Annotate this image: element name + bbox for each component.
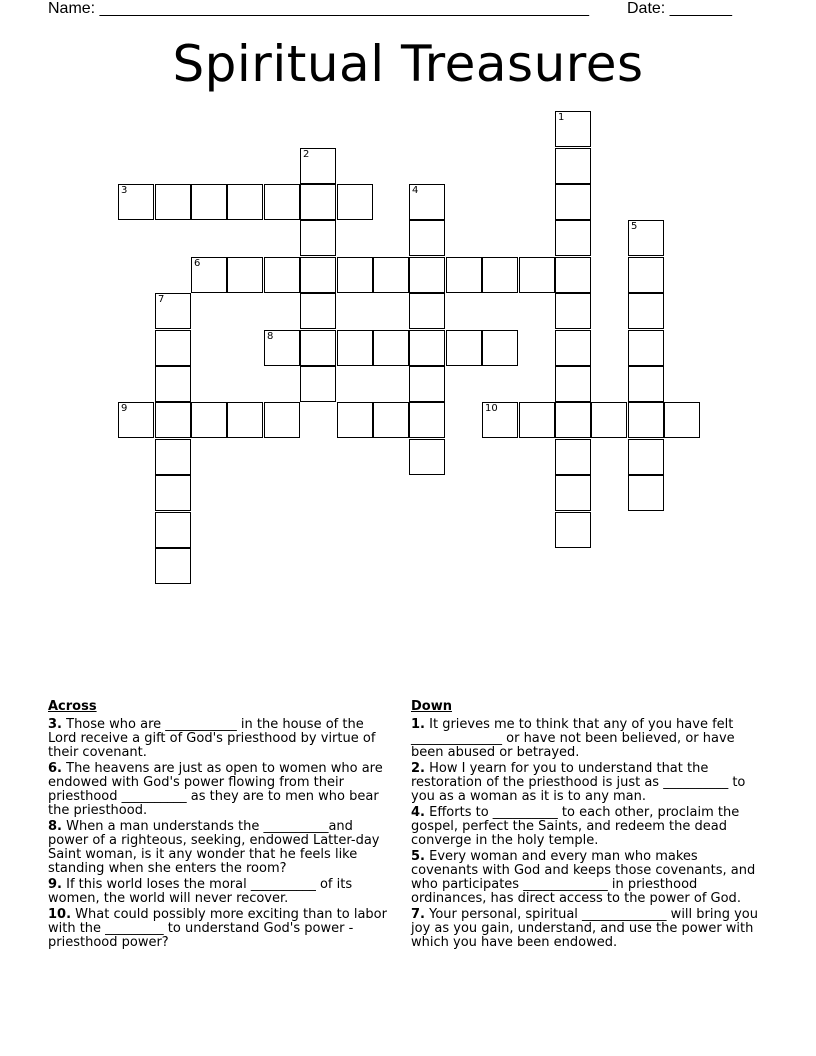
clue-text: When a man understands the __________and power of a righteous, seeking, endowed Latter-day Saint woman, is it any wonder that he feels like standing when she enters the room? [48, 819, 380, 876]
grid-cell[interactable] [409, 439, 445, 475]
clue-number-label: 1 [558, 112, 565, 123]
grid-cell[interactable] [264, 330, 300, 366]
clue-number-label: 2 [303, 149, 310, 160]
clue-number: 8. [48, 819, 62, 834]
grid-cell[interactable] [300, 366, 336, 402]
clue-number: 1. [411, 717, 425, 732]
clue-number-label: 3 [121, 185, 128, 196]
grid-cell[interactable] [264, 402, 300, 438]
clue-number-label: 4 [412, 185, 419, 196]
grid-cell[interactable] [555, 148, 591, 184]
clue-down-4 [411, 806, 763, 848]
grid-cell[interactable] [664, 402, 700, 438]
clue-number: 3. [48, 717, 62, 732]
grid-cell[interactable] [409, 257, 445, 293]
grid-cell[interactable] [300, 148, 336, 184]
grid-cell[interactable] [409, 402, 445, 438]
clue-number-label: 10 [485, 403, 498, 414]
grid-cell[interactable] [409, 184, 445, 220]
across-clues [48, 700, 393, 952]
clue-across-6 [48, 762, 393, 818]
grid-cell[interactable] [628, 257, 664, 293]
grid-cell[interactable] [155, 439, 191, 475]
grid-cell[interactable] [337, 184, 373, 220]
grid-cell[interactable] [555, 330, 591, 366]
clue-number-label: 6 [194, 258, 201, 269]
across-heading: Across [48, 699, 97, 714]
grid-cell[interactable] [264, 257, 300, 293]
grid-cell[interactable] [337, 402, 373, 438]
clue-number: 4. [411, 805, 425, 820]
grid-cell[interactable] [155, 293, 191, 329]
grid-cell[interactable] [373, 257, 409, 293]
grid-cell[interactable] [155, 402, 191, 438]
grid-cell[interactable] [519, 402, 555, 438]
grid-cell[interactable] [409, 330, 445, 366]
grid-cell[interactable] [227, 402, 263, 438]
grid-cell[interactable] [555, 512, 591, 548]
grid-cell[interactable] [482, 257, 518, 293]
grid-cell[interactable] [300, 184, 336, 220]
grid-cell[interactable] [227, 184, 263, 220]
clue-across-3 [48, 718, 393, 760]
date-field-label: Date: _______ [627, 0, 732, 17]
clue-number-label: 9 [121, 403, 128, 414]
clue-number: 9. [48, 877, 62, 892]
grid-cell[interactable] [482, 402, 518, 438]
grid-cell[interactable] [628, 293, 664, 329]
grid-cell[interactable] [555, 366, 591, 402]
grid-cell[interactable] [409, 220, 445, 256]
grid-cell[interactable] [591, 402, 627, 438]
grid-cell[interactable] [373, 402, 409, 438]
down-clues [411, 700, 763, 952]
name-field-label: Name: _______________________________________________________ [48, 0, 589, 17]
clue-down-1 [411, 718, 763, 760]
clue-text: Those who are ___________ in the house of the Lord receive a gift of God's priesthood by virtue of their covenant. [48, 717, 376, 760]
grid-cell[interactable] [628, 220, 664, 256]
grid-cell[interactable] [446, 257, 482, 293]
grid-cell[interactable] [555, 257, 591, 293]
grid-cell[interactable] [555, 475, 591, 511]
clue-down-7 [411, 908, 763, 950]
grid-cell[interactable] [555, 111, 591, 147]
grid-cell[interactable] [337, 257, 373, 293]
grid-cell[interactable] [155, 548, 191, 584]
grid-cell[interactable] [155, 475, 191, 511]
grid-cell[interactable] [227, 257, 263, 293]
down-heading: Down [411, 699, 452, 714]
puzzle-title: Spiritual Treasures [172, 35, 644, 93]
grid-cell[interactable] [300, 257, 336, 293]
grid-cell[interactable] [628, 439, 664, 475]
grid-cell[interactable] [628, 366, 664, 402]
grid-cell[interactable] [409, 366, 445, 402]
grid-cell[interactable] [555, 439, 591, 475]
clue-text: How I yearn for you to understand that the restoration of the priesthood is just as __________ to you as a woman as it is to any man. [411, 761, 746, 804]
grid-cell[interactable] [155, 366, 191, 402]
grid-cell[interactable] [409, 293, 445, 329]
grid-cell[interactable] [628, 475, 664, 511]
clue-across-8 [48, 820, 393, 876]
grid-cell[interactable] [555, 293, 591, 329]
clue-down-2 [411, 762, 763, 804]
clue-text: It grieves me to think that any of you have felt ______________ or have not been believed, or have been abused or betrayed. [411, 717, 735, 760]
grid-cell[interactable] [118, 184, 154, 220]
grid-cell[interactable] [118, 402, 154, 438]
clue-down-5 [411, 850, 763, 906]
grid-cell[interactable] [155, 330, 191, 366]
grid-cell[interactable] [555, 220, 591, 256]
grid-cell[interactable] [300, 220, 336, 256]
clue-text: Every woman and every man who makes covenants with God and keeps those covenants, and who participates _____________ in priesthood ordinances, has direct access to the power of God. [411, 849, 756, 906]
clue-number-label: 7 [158, 294, 165, 305]
grid-cell[interactable] [300, 330, 336, 366]
clue-text: Your personal, spiritual _____________ will bring you joy as you gain, understand, and use the power with which you have been endowed. [411, 907, 759, 950]
clue-number: 7. [411, 907, 425, 922]
clue-number: 5. [411, 849, 425, 864]
grid-cell[interactable] [373, 330, 409, 366]
grid-cell[interactable] [300, 293, 336, 329]
grid-cell[interactable] [337, 330, 373, 366]
clue-number: 6. [48, 761, 62, 776]
grid-cell[interactable] [446, 330, 482, 366]
clue-across-10 [48, 908, 393, 950]
grid-cell[interactable] [191, 402, 227, 438]
clue-text: The heavens are just as open to women who are endowed with God's power flowing from their priesthood __________ as they are to men who bear the priesthood. [48, 761, 383, 818]
clue-number-label: 5 [631, 221, 638, 232]
clue-text: If this world loses the moral __________ of its women, the world will never recover. [48, 877, 353, 906]
clue-across-9 [48, 878, 393, 906]
grid-cell[interactable] [628, 402, 664, 438]
grid-cell[interactable] [555, 402, 591, 438]
grid-cell[interactable] [628, 330, 664, 366]
clue-number: 10. [48, 907, 72, 922]
clue-number: 2. [411, 761, 425, 776]
grid-cell[interactable] [155, 512, 191, 548]
grid-cell[interactable] [519, 257, 555, 293]
grid-cell[interactable] [191, 184, 227, 220]
grid-cell[interactable] [155, 184, 191, 220]
clue-text: Efforts to __________ to each other, proclaim the gospel, perfect the Saints, and redeem the dead converge in the holy temple. [411, 805, 740, 848]
grid-cell[interactable] [191, 257, 227, 293]
grid-cell[interactable] [482, 330, 518, 366]
clue-number-label: 8 [267, 331, 274, 342]
grid-cell[interactable] [555, 184, 591, 220]
clue-text: What could possibly more exciting than to labor with the _________ to understand God's power - priesthood power? [48, 907, 387, 950]
grid-cell[interactable] [264, 184, 300, 220]
